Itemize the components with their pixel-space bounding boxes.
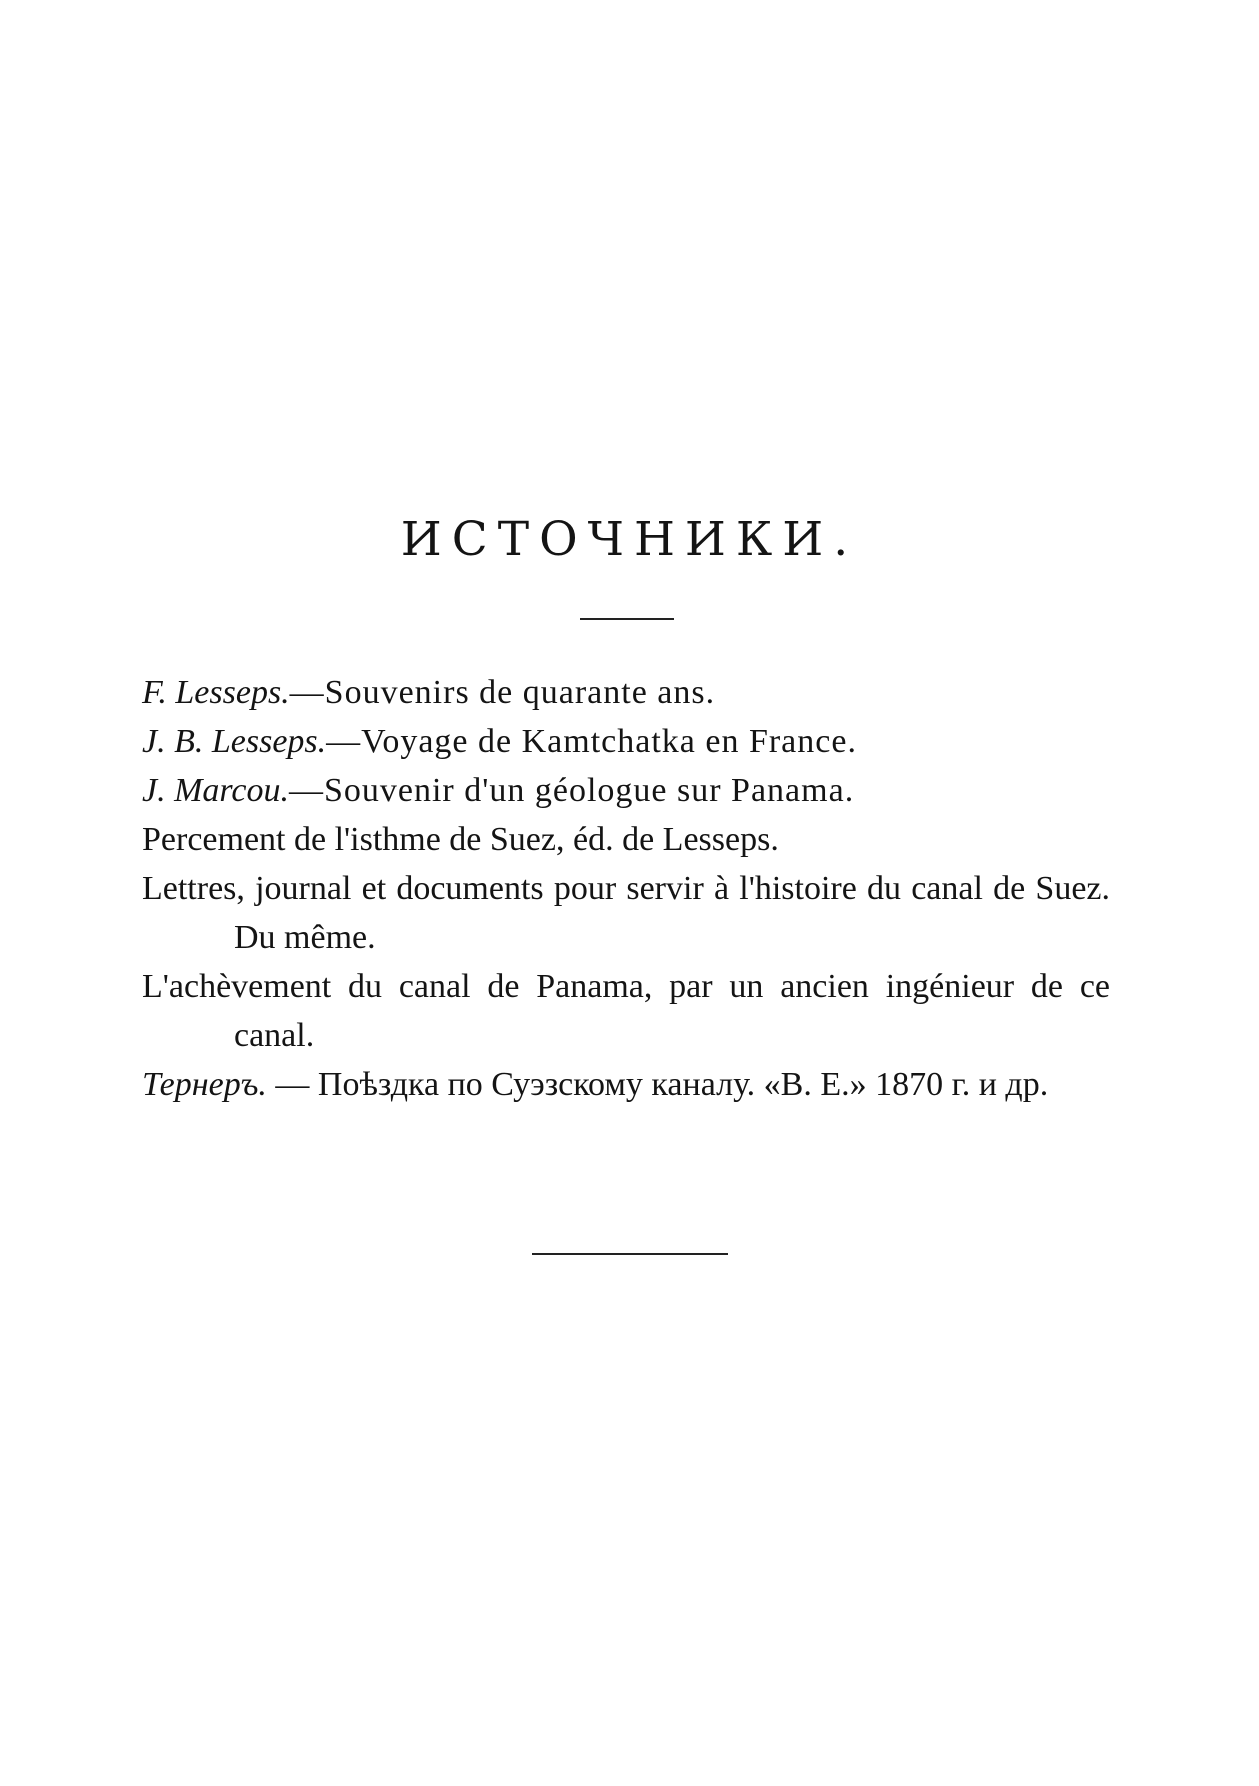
source-text: Lettres, journal et documents pour servir à l'histoire du canal de Suez. Du même. bbox=[142, 870, 1110, 956]
source-text: —Voyage de Kamtchatka en France. bbox=[326, 723, 857, 760]
source-author: Тернеръ. bbox=[142, 1066, 267, 1103]
source-author: F. Lesseps. bbox=[142, 674, 290, 711]
source-author: J. Marcou. bbox=[142, 772, 289, 809]
source-entry bbox=[142, 962, 1110, 1060]
source-text: —Souvenirs de quarante ans. bbox=[289, 674, 716, 711]
sources-list bbox=[142, 668, 1110, 1109]
source-entry bbox=[142, 717, 1110, 766]
source-text: Percement de l'isthme de Suez, éd. de Lesseps. bbox=[142, 821, 779, 858]
source-entry bbox=[142, 815, 1110, 864]
source-entry bbox=[142, 1060, 1110, 1109]
page-title: ИСТОЧНИКИ. bbox=[400, 512, 859, 567]
source-author: J. B. Lesseps. bbox=[142, 723, 327, 760]
source-text: — Поѣздка по Суэзскому каналу. «В. Е.» 1870 г. и др. bbox=[266, 1066, 1049, 1103]
source-entry bbox=[142, 668, 1110, 717]
source-entry bbox=[142, 766, 1110, 815]
source-entry bbox=[142, 864, 1110, 962]
closing-divider bbox=[532, 1253, 728, 1255]
title-divider bbox=[580, 618, 674, 620]
source-text: L'achèvement du canal de Panama, par un ancien ingénieur de ce canal. bbox=[142, 968, 1110, 1054]
source-text: —Souvenir d'un géologue sur Panama. bbox=[288, 772, 855, 809]
